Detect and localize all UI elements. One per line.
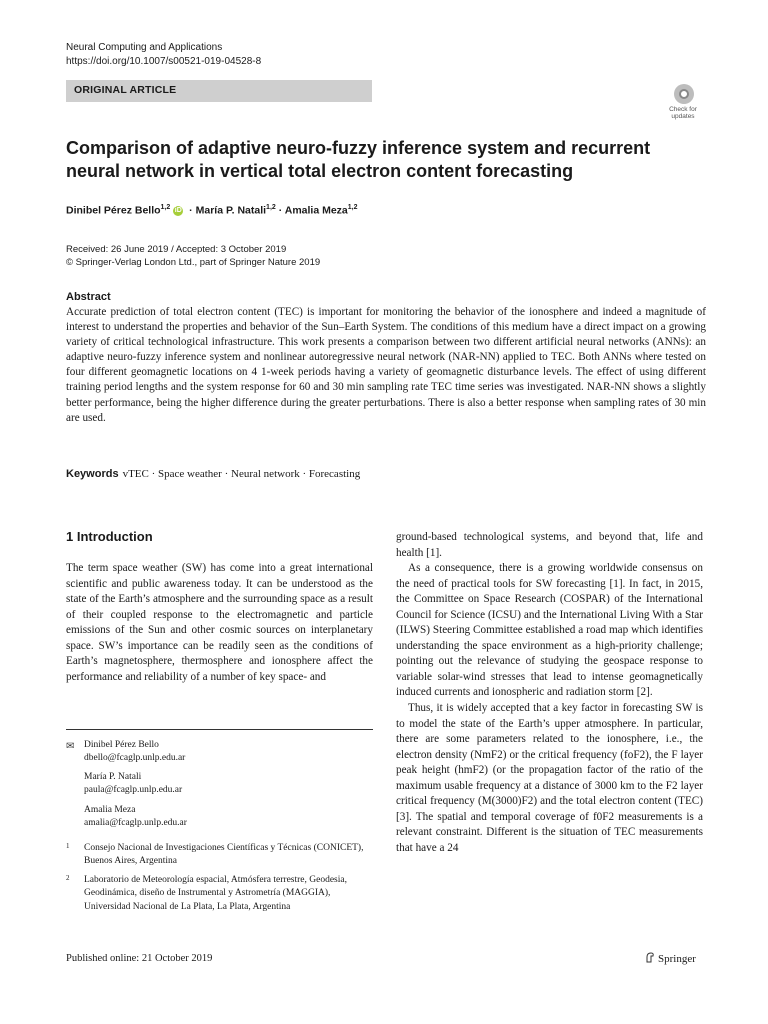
author-affil-sup: 1,2 (160, 204, 171, 211)
author-name[interactable]: Amalia Meza (284, 204, 348, 217)
received-accepted-dates: Received: 26 June 2019 / Accepted: 3 October 2019 (66, 244, 287, 255)
affiliation-number: 1 (66, 842, 70, 850)
check-for-updates-badge[interactable] (664, 82, 702, 124)
check-for-updates-text: Check for updates (669, 106, 697, 120)
abstract-heading: Abstract (66, 291, 111, 303)
copyright-line: © Springer-Verlag London Ltd., part of Springer Nature 2019 (66, 257, 321, 268)
keywords-line (66, 468, 360, 480)
right-column-text (396, 530, 703, 856)
contact-entry (84, 804, 187, 831)
affiliation-text: Consejo Nacional de Investigaciones Científicas y Técnicas (CONICET), Buenos Aires, Argentina (84, 843, 364, 867)
section-heading-introduction: 1 Introduction (66, 529, 153, 544)
orcid-icon[interactable]: iD (174, 206, 182, 214)
paragraph: ground-based technological systems, and beyond that, life and health [1]. (396, 531, 703, 559)
article-type-label: ORIGINAL ARTICLE (74, 84, 177, 96)
keywords-text: vTEC · Space weather · Neural network · Forecasting (122, 468, 361, 480)
springer-horse-icon (645, 952, 655, 963)
publisher-logo (645, 952, 696, 965)
doi-link[interactable]: https://doi.org/10.1007/s00521-019-04528-8 (66, 56, 262, 67)
article-title: Comparison of adaptive neuro-fuzzy inference system and recurrent neural network in vertical total electron content forecasting (66, 138, 651, 181)
publisher-name: Springer (658, 953, 696, 965)
author-affil-sup: 1,2 (266, 204, 276, 211)
abstract-body: Accurate prediction of total electron content (TEC) is important for monitoring the behavior of the ionosphere and indeed a magnitude of interest to understand the properties and behavior of the Sun–Earth System. The conditions of this medium have a direct impact on a growing variety of critical technological infrastructure. This work presents a comparison between two different artificial neural networks (ANNs): an adaptive neuro-fuzzy inference system and nonlinear autoregressive neural network (NAR-NN) applied to TEC. Both ANNs where tested on four different geomagnetic locations on 4 1-week periods having a variety of geomagnetic disturbance levels. The effect of using different training period lengths and the system response for 60 and 30 min sampling rate TEC time series was investigated. NAR-NN shows a slightly better performance, being the higher difference during the greater perturbations. There is also a better response when sampling rates of 30 min are used. (66, 306, 706, 424)
article-type-bar (66, 80, 372, 102)
keywords-label: Keywords (66, 468, 119, 480)
contact-name: María P. Natali (84, 772, 142, 782)
check-for-updates-icon (674, 84, 694, 104)
author-affil-sup: 1,2 (347, 204, 358, 211)
footnote-divider (66, 729, 373, 730)
affiliation-text: Laboratorio de Meteorología espacial, Atmósfera terrestre, Geodesia, Geodinámica, diseño de Instrumental y Astrometría (MAGGIA), Universidad Nacional de La Plata, La Plata, Argentina (84, 875, 347, 912)
contact-name: Dinibel Pérez Bello (84, 740, 159, 750)
paragraph: Thus, it is widely accepted that a key factor in forecasting SW is to model the state of the Earth’s upper atmosphere. In particular, there are some parameters related to the ionosphere, i.e., the electron density (NmF2) or the critical frequency (foF2), the F layer peak height (hmF2) (or the propagation factor of the ratio of the maximum usable frequency at a distance of 3000 km to the F2 layer critical frequency (M(3000)F2) and the total electron content (TEC) [3]. The spatial and temporal coverage of f0F2 measurements is a relevant constraint. Different is the situation of TEC measurements that have a 24 (396, 702, 703, 854)
author-name[interactable]: María P. Natali (195, 204, 267, 217)
journal-name: Neural Computing and Applications (66, 42, 223, 53)
contact-email[interactable]: dbello@fcaglp.unlp.edu.ar (84, 753, 186, 764)
author-separator: · (275, 204, 285, 217)
affiliation-number: 2 (66, 874, 70, 882)
contact-email[interactable]: paula@fcaglp.unlp.edu.ar (84, 785, 183, 796)
contact-email[interactable]: amalia@fcaglp.unlp.edu.ar (84, 818, 187, 829)
left-column-text (66, 561, 373, 685)
author-name[interactable]: Dinibel Pérez Bello (66, 204, 161, 217)
author-list (66, 204, 358, 217)
author-separator: · (186, 204, 196, 217)
contact-entry (84, 739, 185, 766)
paragraph: As a consequence, there is a growing worldwide consensus on the need of practical tools for SW forecasting [1]. In fact, in 2015, the Committee on Space Research (COSPAR) of the International Council for Science (ICSU) and the International Living With a Star (ILWS) Steering Committee established a road map which identifies understanding the space environment as a high-priority challenge; pointing out the relevance of studying the geospace response to variable solar-wind stresses that lead to intense geomagnetically induced currents and ionospheric and radiation storm [2]. (396, 562, 703, 699)
envelope-icon: ✉ (66, 741, 75, 752)
contact-name: Amalia Meza (84, 805, 136, 815)
paragraph: The term space weather (SW) has come into a great international scientific and public awareness today. It can be understood as the state of the Earth’s atmosphere and the surrounding space as a result of their coupled response to the electromagnetic and particle emissions of the Sun and other cosmic sources on interplanetary space. SW’s importance can be readily seen as the conditions of Earth’s magnetosphere, thermosphere and ionosphere affect the performance and reliability of a number of key space- and (66, 562, 373, 683)
contact-entry (84, 771, 182, 798)
published-online-date: Published online: 21 October 2019 (66, 953, 213, 964)
